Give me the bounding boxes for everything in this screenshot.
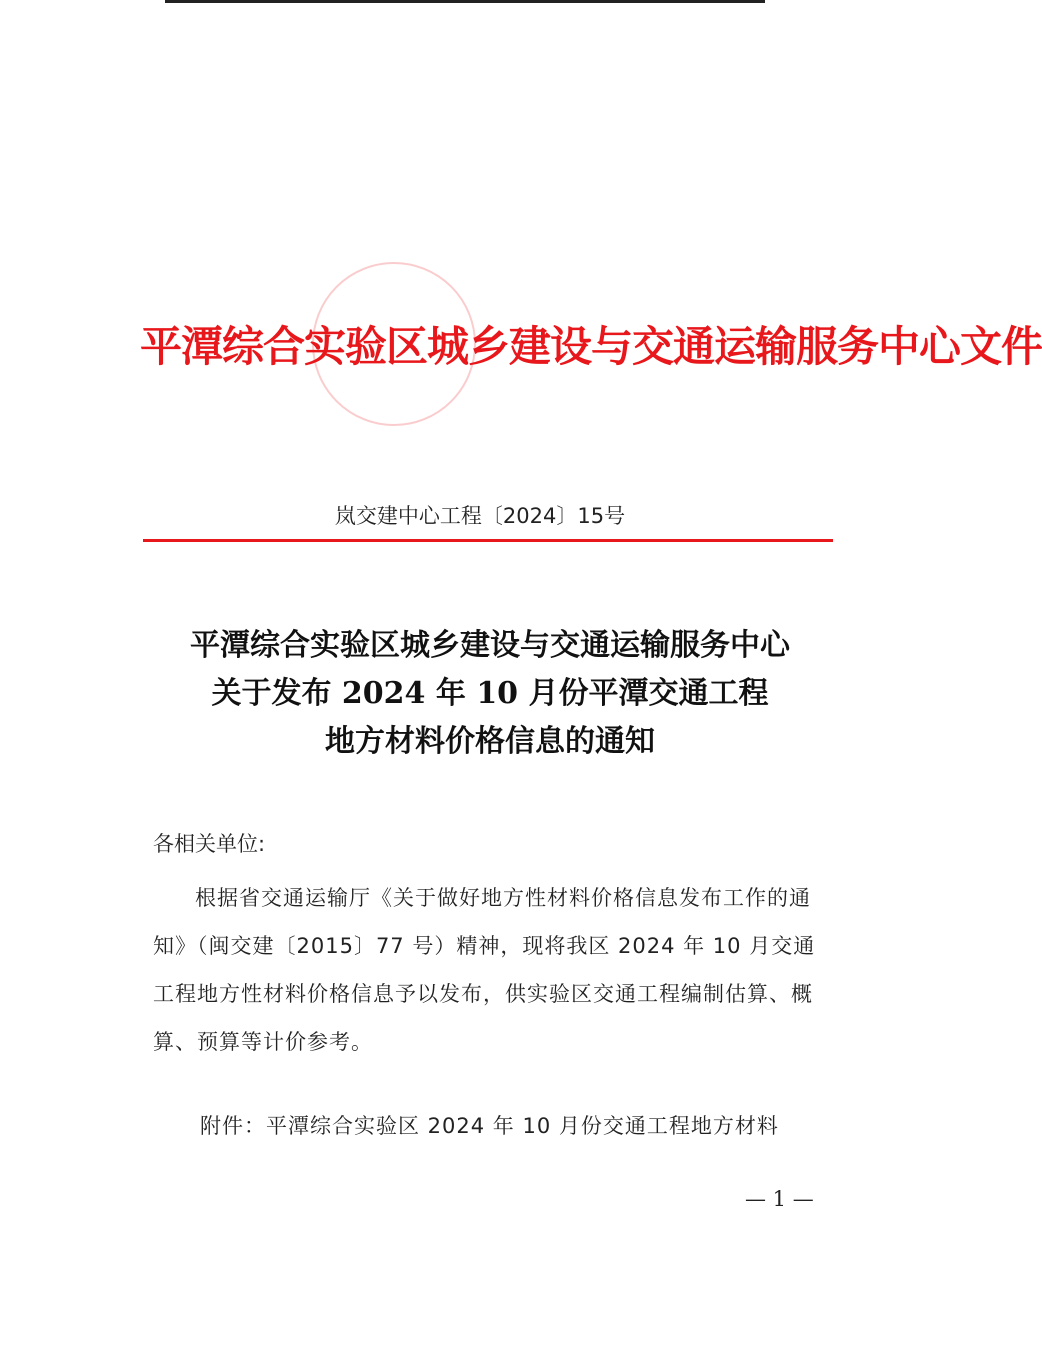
document-number: 岚交建中心工程〔2024〕15号 <box>334 504 626 528</box>
body-paragraph: 根据省交通运输厅《关于做好地方性材料价格信息发布工作的通知》（闽交建〔2015〕77 号）精神，现将我区 2024 年 10 月交通工程地方性材料价格信息予以发布，供实验区交通工程编制估算、概算、预算等计价参考。 <box>153 886 816 1054</box>
issuer-header: 平潭综合实验区城乡建设与交通运输服务中心文件 <box>140 322 1042 371</box>
title-line-3: 地方材料价格信息的通知 <box>325 724 655 759</box>
top-edge-line <box>165 0 765 3</box>
salutation: 各相关单位: <box>153 832 266 856</box>
red-divider <box>143 539 833 542</box>
page-number: — 1 — <box>745 1187 814 1211</box>
attachment-line: 附件：平潭综合实验区 2024 年 10 月份交通工程地方材料 <box>200 1114 779 1138</box>
title-line-2: 关于发布 2024 年 10 月份平潭交通工程 <box>211 676 769 711</box>
title-line-1: 平潭综合实验区城乡建设与交通运输服务中心 <box>190 628 790 663</box>
document-title <box>140 622 840 766</box>
